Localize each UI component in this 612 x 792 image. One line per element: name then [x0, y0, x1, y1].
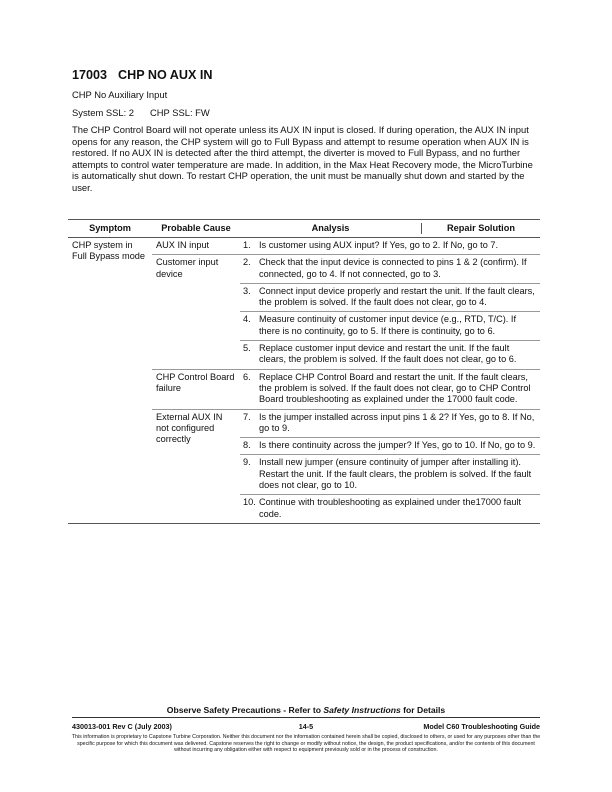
cause-cell: Customer input device: [152, 255, 240, 369]
table-row: [68, 238, 540, 255]
analysis-cell: [240, 238, 540, 255]
safety-prefix: Observe Safety Precautions - Refer to: [166, 705, 324, 715]
analysis-cell: [240, 369, 540, 409]
analysis-step: [240, 438, 540, 455]
troubleshooting-table: [68, 219, 540, 524]
step-text: Measure continuity of customer input device (e.g., RTD, T/C). If there is no continuity, go to 5. If there is continuity, go to 6.: [259, 314, 517, 336]
step-number: 1.: [243, 240, 251, 250]
cause-cell: CHP Control Board failure: [152, 369, 240, 409]
cause-cell: External AUX IN not configured correctly: [152, 409, 240, 523]
step-number: 4.: [243, 314, 251, 325]
safety-note: [0, 705, 612, 715]
cause-cell: AUX IN input: [152, 238, 240, 255]
step-text: Is the jumper installed across input pins 1 & 2? If Yes, go to 8. If No, go to 9.: [259, 411, 535, 433]
ssl-line: [72, 107, 210, 118]
doc-number: 430013-001 Rev C (July 2003): [72, 722, 172, 731]
section-heading: [72, 68, 212, 82]
symptom-cell: CHP system in Full Bypass mode: [68, 238, 152, 524]
analysis-step: [240, 370, 540, 409]
analysis-step: [240, 238, 540, 254]
analysis-step: [240, 341, 540, 369]
chp-ssl: CHP SSL: FW: [150, 107, 210, 118]
analysis-cell: [240, 255, 540, 369]
analysis-step: [240, 312, 540, 341]
footer-divider: [72, 717, 540, 718]
step-number: 8.: [243, 440, 251, 451]
analysis-cell: [240, 409, 540, 523]
safety-link-text: Safety Instructions: [323, 705, 401, 715]
header-analysis-repair: [240, 220, 540, 238]
fault-title: CHP NO AUX IN: [118, 68, 213, 82]
step-number: 9.: [243, 457, 251, 468]
step-text: Is there continuity across the jumper? If Yes, go to 10. If No, go to 9.: [259, 440, 536, 451]
step-text: Is customer using AUX input? If Yes, go to 2. If No, go to 7.: [259, 240, 499, 250]
table-header-row: [68, 220, 540, 238]
step-text: Check that the input device is connected to pins 1 & 2 (confirm). If connected, go to 4. If not connected, go to 3.: [259, 257, 527, 279]
step-text: Replace CHP Control Board and restart the unit. If the fault clears, the problem is solved. If the fault does not clear, go to CHP Control Board troubleshooting as explained under the 17000 fault code.: [259, 371, 531, 405]
analysis-step: [240, 410, 540, 439]
header-repair: Repair Solution: [421, 223, 540, 234]
fault-code: 17003: [72, 68, 108, 82]
step-number: 3.: [243, 285, 251, 296]
step-number: 7.: [243, 411, 251, 422]
guide-title: Model C60 Troubleshooting Guide: [423, 722, 540, 731]
analysis-step: [240, 284, 540, 313]
step-text: Continue with troubleshooting as explained under the17000 fault code.: [259, 497, 522, 519]
page-number: 14-5: [298, 722, 314, 731]
header-cause: Probable Cause: [152, 220, 240, 238]
safety-suffix: for Details: [400, 705, 446, 715]
step-number: 10.: [243, 497, 256, 508]
step-text: Connect input device properly and restart the unit. If the fault clears, the problem is solved. If the fault does not clear, go to 4.: [259, 285, 535, 308]
step-number: 6.: [243, 371, 251, 382]
analysis-step: [240, 255, 540, 284]
analysis-step: [240, 495, 540, 523]
analysis-step: [240, 455, 540, 495]
header-symptom: Symptom: [68, 220, 152, 238]
header-analysis: Analysis: [311, 222, 350, 233]
step-text: Install new jumper (ensure continuity of jumper after installing it). Restart the unit. If the fault clears, the problem is solved. If the fault does not clear, go to 10.: [259, 457, 532, 491]
step-number: 5.: [243, 343, 251, 354]
intro-paragraph: The CHP Control Board will not operate unless its AUX IN input is closed. If during operation, the AUX IN input opens for any reason, the CHP system will go to Full Bypass and attempt to resume operation when AUX IN is restored. If no AUX IN is detected after the third attempt, the diverter is moved to Full Bypass, and no further attempts to control water temperature are made. In addition, in the Max Heat Recovery mode, the MicroTurbine is automatically shut down. To restart CHP operation, the unit must be manually shut down and started by the user.: [72, 124, 533, 193]
system-ssl: System SSL: 2: [72, 107, 135, 118]
fault-subtitle: CHP No Auxiliary Input: [72, 89, 168, 100]
legal-notice: This information is proprietary to Capstone Turbine Corporation. Neither this document nor the information contained herein shall be copied, disclosed to others, or used for any purposes other than the specific purpose for which this document was delivered. Capstone reserves the right to change or modify without notice, the design, the product specifications, and/or the contents of this document without incurring any obligation either with respect to equipment previously sold or in the process of construction.: [71, 734, 541, 754]
step-text: Replace customer input device and restart the unit. If the fault clears, the problem is solved. If the fault does not clear, go to 6.: [259, 343, 517, 365]
step-number: 2.: [243, 257, 251, 268]
